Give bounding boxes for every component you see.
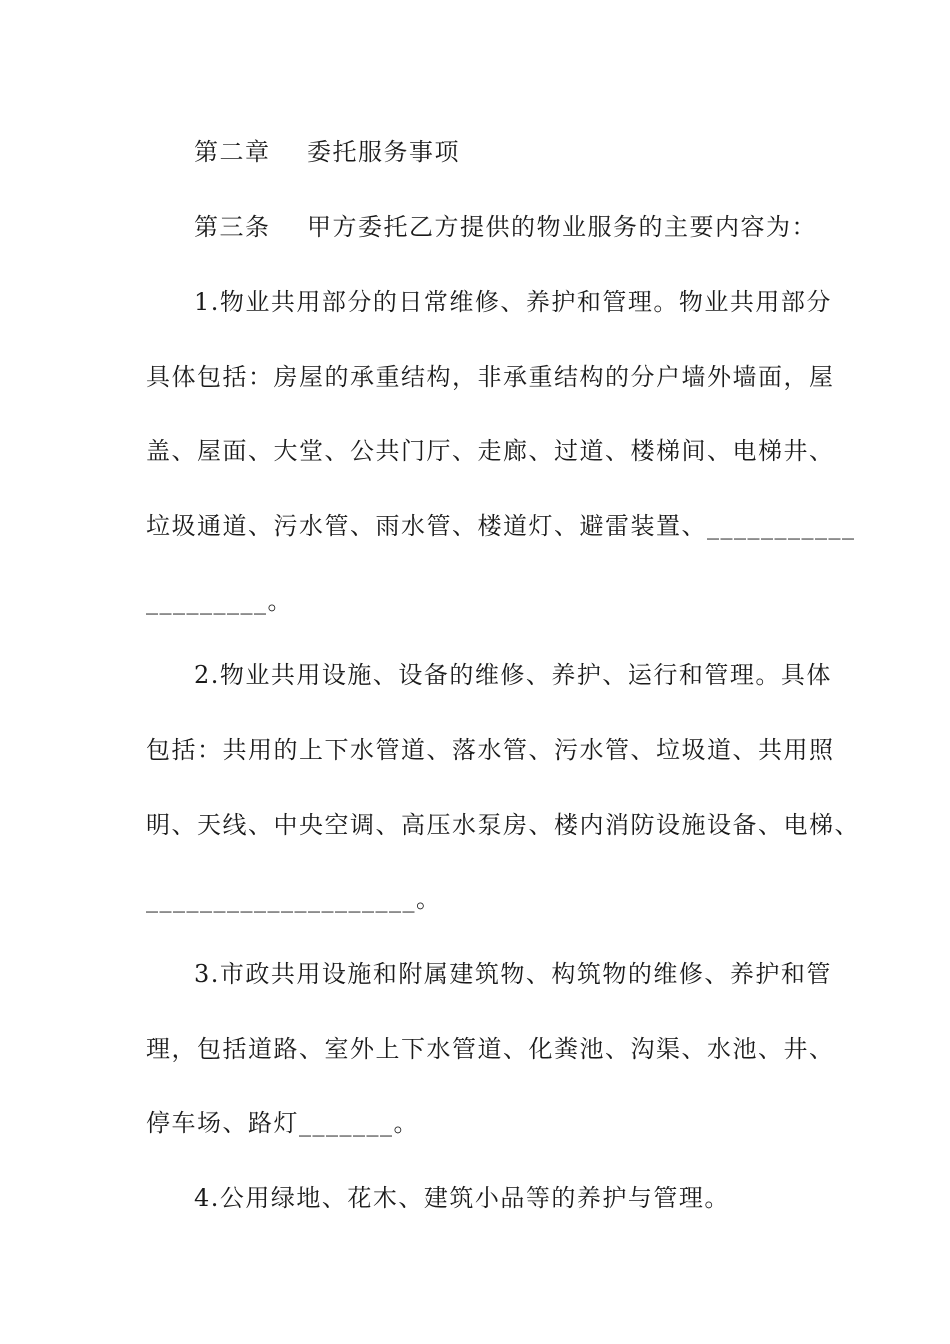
item-1-line-3: 盖、屋面、大堂、公共门厅、走廊、过道、楼梯间、电梯井、 [146,437,835,465]
item-1-line-5: _________。 [146,587,293,615]
item-2-line-3: 明、天线、中央空调、高压水泵房、楼内消防设施设备、电梯、 [146,811,860,839]
item-3-line-3: 停车场、路灯_______。 [146,1109,419,1137]
item-2-line-1: 2.物业共用设施、设备的维修、养护、运行和管理。具体 [194,661,832,689]
item-1-line-4: 垃圾通道、污水管、雨水管、楼道灯、避雷装置、___________ [146,512,856,540]
item-1-line-2: 具体包括：房屋的承重结构，非承重结构的分户墙外墙面，屋 [146,363,835,391]
item-2-line-2: 包括：共用的上下水管道、落水管、污水管、垃圾道、共用照 [146,736,835,764]
item-1-line-1: 1.物业共用部分的日常维修、养护和管理。物业共用部分 [194,288,832,316]
item-2-line-4: ____________________。 [146,885,442,913]
item-3-line-1: 3.市政共用设施和附属建筑物、构筑物的维修、养护和管 [194,960,832,988]
chapter-heading: 第二章 委托服务事项 [194,138,461,166]
article-heading: 第三条 甲方委托乙方提供的物业服务的主要内容为： [194,213,818,241]
item-3-line-2: 理，包括道路、室外上下水管道、化粪池、沟渠、水池、井、 [146,1035,835,1063]
item-4-line-1: 4.公用绿地、花木、建筑小品等的养护与管理。 [194,1184,730,1212]
